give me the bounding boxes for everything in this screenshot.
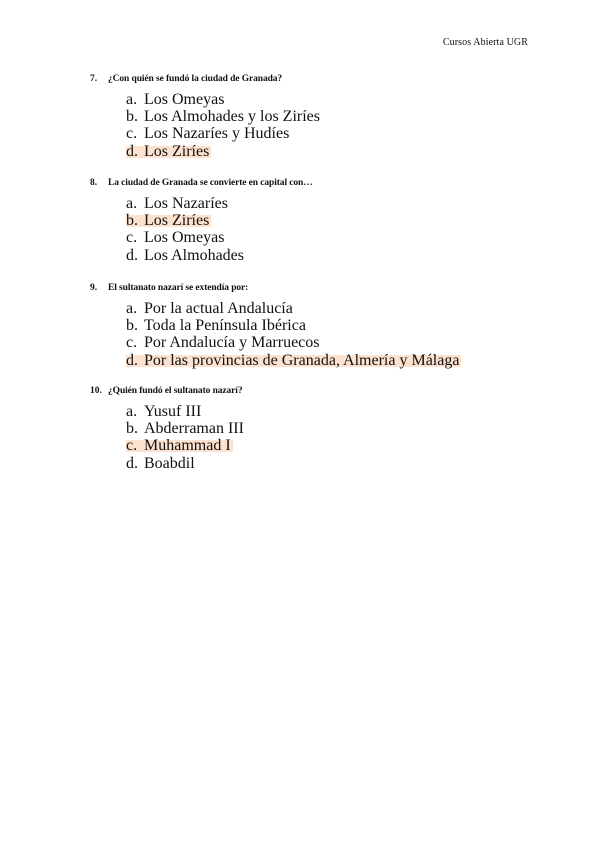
option-letter: d.: [126, 454, 138, 472]
question-text: ¿Con quién se fundó la ciudad de Granada?: [108, 74, 283, 84]
answer-label: [126, 334, 322, 352]
answer-option[interactable]: [90, 108, 530, 125]
option-letter: b.: [126, 108, 138, 126]
answer-label: [126, 317, 308, 335]
option-text: Los Ziríes: [144, 142, 210, 160]
answer-label: [126, 420, 246, 438]
option-letter: a.: [126, 299, 138, 317]
option-letter: b.: [126, 420, 138, 438]
answer-option[interactable]: [90, 420, 530, 437]
option-text: Los Almohades y los Ziríes: [144, 108, 320, 126]
option-text: Boabdil: [144, 454, 195, 472]
answer-option[interactable]: [90, 247, 530, 264]
question-4: [90, 384, 530, 473]
answer-option[interactable]: [90, 230, 530, 247]
answer-label: [126, 194, 230, 212]
option-text: Yusuf III: [144, 402, 202, 420]
option-letter: d.: [126, 351, 138, 369]
option-text: Toda la Península Ibérica: [144, 317, 306, 335]
answer-options: [90, 195, 530, 265]
answer-option[interactable]: [90, 403, 530, 420]
question-title: [90, 281, 530, 295]
page-header: Cursos Abierta UGR: [442, 37, 528, 48]
question-number: 8.: [90, 178, 98, 188]
answer-option[interactable]: [90, 317, 530, 334]
option-letter: d.: [126, 142, 138, 160]
answer-options: [90, 300, 530, 370]
answer-option[interactable]: [90, 352, 530, 369]
answer-option[interactable]: [90, 143, 530, 160]
answer-option[interactable]: [90, 126, 530, 143]
option-letter: b.: [126, 317, 138, 335]
question-text: La ciudad de Granada se convierte en capital con…: [108, 178, 313, 188]
question-2: [90, 176, 530, 265]
option-letter: c.: [126, 437, 138, 455]
answer-option[interactable]: [90, 91, 530, 108]
question-number: 10.: [90, 386, 102, 396]
answer-label: [126, 402, 203, 420]
question-number: 7.: [90, 74, 98, 84]
option-letter: c.: [126, 229, 138, 247]
option-letter: a.: [126, 90, 138, 108]
answer-options: [90, 91, 530, 161]
option-text: Los Almohades: [144, 246, 244, 264]
answer-option[interactable]: [90, 195, 530, 212]
option-text: Por la actual Andalucía: [144, 299, 293, 317]
option-text: Los Omeyas: [144, 229, 225, 247]
answer-option[interactable]: [90, 455, 530, 472]
question-1: [90, 72, 530, 161]
highlighted-answer: [126, 351, 461, 369]
answer-option[interactable]: [90, 300, 530, 317]
question-title: [90, 384, 530, 398]
answer-label: [126, 229, 226, 247]
answer-label: [126, 108, 322, 126]
answer-label: [126, 299, 295, 317]
highlighted-answer: [126, 437, 233, 455]
option-text: Muhammad I: [144, 437, 231, 455]
option-letter: d.: [126, 246, 138, 264]
question-3: [90, 281, 530, 370]
answer-label: [126, 246, 246, 264]
highlighted-answer: [126, 212, 211, 230]
option-letter: c.: [126, 334, 138, 352]
question-title: [90, 176, 530, 190]
option-text: Abderraman III: [144, 420, 244, 438]
question-number: 9.: [90, 283, 98, 293]
answer-option[interactable]: [90, 212, 530, 229]
option-letter: a.: [126, 402, 138, 420]
question-text: El sultanato nazarí se extendía por:: [108, 283, 249, 293]
option-letter: c.: [126, 125, 138, 143]
option-letter: a.: [126, 194, 138, 212]
highlighted-answer: [126, 142, 211, 160]
answer-option[interactable]: [90, 335, 530, 352]
answer-option[interactable]: [90, 438, 530, 455]
question-title: [90, 72, 530, 86]
option-text: Los Nazaríes y Hudíes: [144, 125, 290, 143]
option-text: Los Omeyas: [144, 90, 225, 108]
option-text: Por las provincias de Granada, Almería y Málaga: [144, 351, 460, 369]
answer-options: [90, 403, 530, 473]
option-text: Los Nazaríes: [144, 194, 228, 212]
answer-label: [126, 454, 197, 472]
option-text: Los Ziríes: [144, 212, 210, 230]
option-letter: b.: [126, 212, 138, 230]
option-text: Por Andalucía y Marruecos: [144, 334, 320, 352]
answer-label: [126, 125, 291, 143]
question-text: ¿Quién fundó el sultanato nazarí?: [108, 386, 243, 396]
answer-label: [126, 90, 226, 108]
